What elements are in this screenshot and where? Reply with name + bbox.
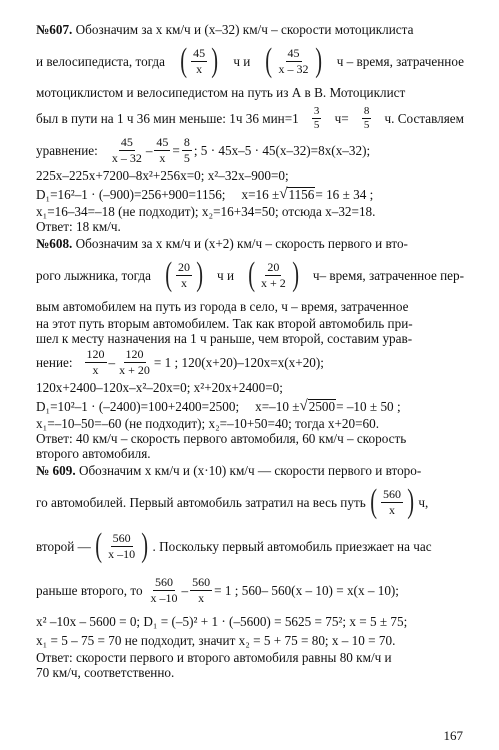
p609-line-2 xyxy=(36,480,464,524)
page-number: 167 xyxy=(443,728,463,743)
problem-608-number: №608. xyxy=(36,236,73,251)
p609-text-4b: = 1 ; 560– 560(x – 10) = x(x – 10); xyxy=(214,582,399,598)
p608-text-6a: нение: xyxy=(36,354,73,370)
p607-line-1 xyxy=(36,20,464,39)
p608-line-1 xyxy=(36,234,464,253)
p608-line-8 xyxy=(36,397,464,416)
p608-fraction-1: ( $\frac{20}{x}$ ) xyxy=(164,256,204,293)
p607-text-4a: был в пути на 1 ч 36 мин меньше: 1ч 36 мин=1 xyxy=(36,110,299,126)
p607-text-4c: ч. Составляем xyxy=(384,110,464,126)
p607-line-3 xyxy=(36,83,464,102)
p607-text-5b: ; 5 · 45x–5 · 45(x–32)=8x(x–32); xyxy=(193,142,371,158)
p607-text-4b: ч= xyxy=(334,110,349,126)
p609-text-4a: раньше второго, то xyxy=(36,582,143,598)
p608-line-7 xyxy=(36,378,464,397)
p608-text-7: 120x+2400–120x–x²–20x=0; x²+20x+2400=0; xyxy=(36,380,283,395)
p607-text-2c: ч – время, затраченное xyxy=(336,53,464,69)
p607-line-6 xyxy=(36,166,464,185)
p609-fraction-1: ( $\frac{560}{x}$ ) xyxy=(369,483,415,520)
p608-text-6b: = 1 ; 120(x+20)–120x=x(x+20); xyxy=(153,354,324,370)
p608-line-2 xyxy=(36,253,464,297)
p607-text-8: x₁=16–34=–18 (не подходит); x₂=16+34=50; отсюда x–32=18. xyxy=(36,204,376,219)
p609-text-3a: второй — xyxy=(36,538,91,554)
p608-line-5 xyxy=(36,331,464,346)
p608-minus-6: – xyxy=(108,354,116,370)
p607-text-7a: D₁=16²–1 · (–900)=256+900=1156; xyxy=(36,187,226,202)
p607-text-2b: ч и xyxy=(233,53,251,69)
p609-line-8 xyxy=(36,665,464,680)
p609-fraction-4: $\frac{560}{x}$ xyxy=(192,574,211,605)
p608-line-3 xyxy=(36,297,464,316)
p607-line-5 xyxy=(36,134,464,166)
p608-text-8b: x=–10 ± xyxy=(255,399,300,414)
p609-fraction-3: $\frac{560}{x -10}$ xyxy=(150,574,178,605)
p607-text-2a: и велосипедиста, тогда xyxy=(36,53,165,69)
p607-text-1: Обозначим за x км/ч и (x–32) км/ч – скорости мотоциклиста xyxy=(75,22,414,37)
p608-text-9: x₁=–10–50=–60 (не подходит); x₂=–10+50=40; тогда x+20=60. xyxy=(36,416,380,431)
p608-text-5: шел к месту назначения на 1 ч раньше, чем второй, составим урав- xyxy=(36,331,413,346)
p608-text-1: Обозначим за x км/ч и (x+2) км/ч – скорость первого и вто- xyxy=(75,236,408,251)
p609-answer: Ответ: скорости первого и второго автомобиля равны 80 км/ч и xyxy=(36,650,392,665)
p609-text-6: x₁ = 5 – 75 = 70 не подходит, значит x₂ = 5 + 75 = 80; x – 10 = 70. xyxy=(36,633,396,648)
p608-answer: Ответ: 40 км/ч – скорость первого автомобиля, 60 км/ч – скорость xyxy=(36,431,407,446)
problem-607-number: №607. xyxy=(36,22,73,37)
p609-text-3b: . Поскольку первый автомобиль приезжает на час xyxy=(152,538,432,554)
p608-text-8c: = –10 ± 50 ; xyxy=(336,399,401,414)
problem-609-number: № 609. xyxy=(36,463,76,478)
p608-text-4: на этот путь вторым автомобилем. Так как второй автомобиль при- xyxy=(36,316,413,331)
p607-text-5a: уравнение: xyxy=(36,142,98,158)
p607-line-9 xyxy=(36,219,464,234)
p607-answer: Ответ: 18 км/ч. xyxy=(36,219,121,234)
p608-text-3: вым автомобилем на путь из города в село, ч – время, затраченное xyxy=(36,299,409,314)
p607-fraction-2: ( $\frac{45}{x - 32}$ ) xyxy=(265,42,322,79)
p608-text-2a: рого лыжника, тогда xyxy=(36,267,151,283)
p608-line-9 xyxy=(36,416,464,431)
p608-line-6 xyxy=(36,346,464,378)
p608-fraction-2: ( $\frac{20}{x + 2}$ ) xyxy=(247,256,299,293)
p607-line-8 xyxy=(36,204,464,219)
p609-line-5 xyxy=(36,612,464,631)
p607-line-7 xyxy=(36,185,464,204)
p607-text-3: мотоциклистом и велосипедистом на путь из А в В. Мотоциклист xyxy=(36,85,406,100)
p609-text-2a: го автомобилей. Первый автомобиль затратил на весь путь xyxy=(36,494,366,510)
p607-eq-5: = xyxy=(172,142,180,158)
p607-text-7c: = 16 ± 34 ; xyxy=(315,187,374,202)
p608-sqrt: √ 2500 xyxy=(299,398,336,414)
p609-text-1: Обозначим x км/ч и (x·10) км/ч — скорости первого и второ- xyxy=(78,463,422,478)
p607-sqrt: √ 1156 xyxy=(279,186,315,202)
p609-line-1 xyxy=(36,461,464,480)
p608-line-11 xyxy=(36,446,464,461)
p609-line-7 xyxy=(36,650,464,665)
p608-line-4 xyxy=(36,316,464,331)
p607-fraction-3: $\frac{3}{5}$ xyxy=(313,104,320,131)
p607-fraction-6: $\frac{45}{x}$ xyxy=(156,134,169,165)
p607-fraction-4: $\frac{8}{5}$ xyxy=(363,104,370,131)
p609-text-8: 70 км/ч, соответственно. xyxy=(36,665,175,680)
p607-fraction-1: ( $\frac{45}{x}$ ) xyxy=(180,42,219,79)
p609-line-4 xyxy=(36,568,464,612)
p609-fraction-2: ( $\frac{560}{x -10}$ ) xyxy=(95,527,149,564)
p607-line-4 xyxy=(36,102,464,134)
p607-text-7b: x=16 ± xyxy=(241,187,280,202)
p608-text-11: второго автомобиля. xyxy=(36,446,151,461)
p608-text-2c: ч– время, затраченное пер- xyxy=(312,267,464,283)
p608-fraction-3: $\frac{120}{x}$ xyxy=(86,346,105,377)
p607-text-6: 225x–225x+7200–8x²+256x=0; x²–32x–900=0; xyxy=(36,168,289,183)
p607-fraction-7: $\frac{8}{5}$ xyxy=(183,134,190,165)
page-body xyxy=(36,20,464,680)
p609-line-6 xyxy=(36,631,464,650)
p609-line-3 xyxy=(36,524,464,568)
p609-text-5: x² –10x – 5600 = 0; D₁ = (–5)² + 1 · (–5600) = 5625 = 75²; x = 5 ± 75; xyxy=(36,614,408,629)
p608-line-10 xyxy=(36,431,464,446)
p609-minus-4: – xyxy=(181,582,189,598)
p607-minus-5: – xyxy=(145,142,153,158)
p608-text-2b: ч и xyxy=(217,267,235,283)
p608-fraction-4: $\frac{120}{x + 20}$ xyxy=(119,346,150,377)
p609-text-2b: ч, xyxy=(418,494,429,510)
p608-text-8a: D₁=10²–1 · (–2400)=100+2400=2500; xyxy=(36,399,240,414)
p607-line-2 xyxy=(36,39,464,83)
p607-fraction-5: $\frac{45}{x - 32}$ xyxy=(111,134,142,165)
